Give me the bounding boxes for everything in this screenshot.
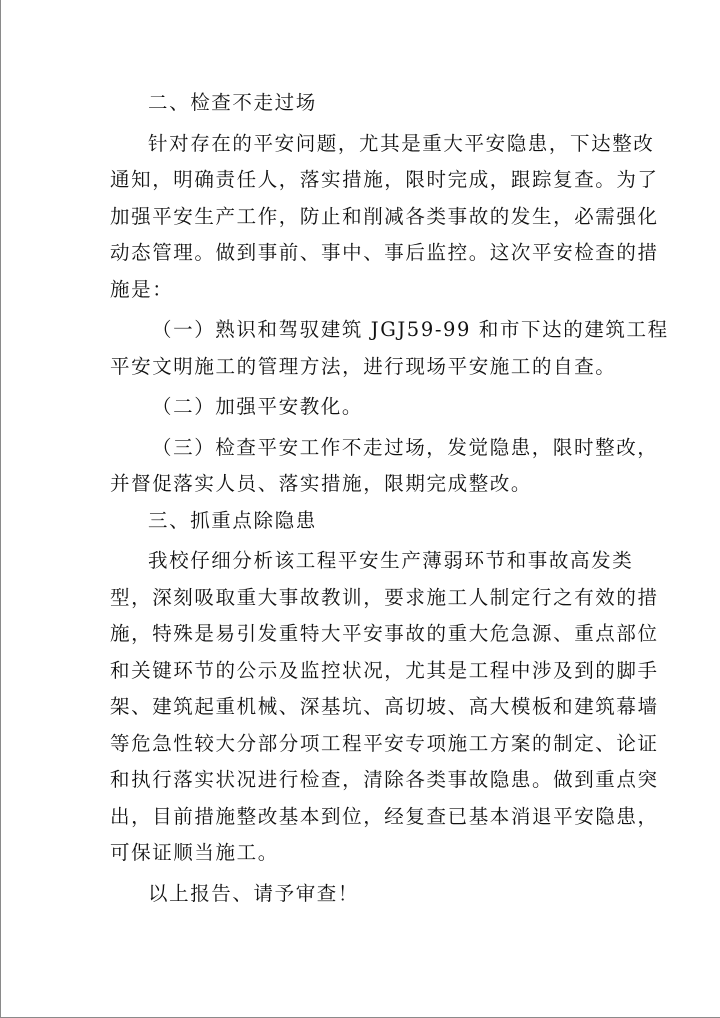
paragraph-line: 施，特殊是易引发重特大平安事故的重大危急源、重点部位 [110,622,659,645]
paragraph-line: 和执行落实状况进行检查，清除各类事故隐患。做到重点突 [110,768,659,791]
list-item-line: （一）熟识和驾驭建筑 JGJ59-99 和市下达的建筑工程 [152,318,669,341]
page-border-left [0,0,1,1018]
paragraph-line: 型，深刻吸取重大事故教训，要求施工人制定行之有效的措 [110,585,659,609]
closing-line: 以上报告、请予审查！ [148,881,360,905]
list-item-line: 并督促落实人员、落实措施，限期完成整改。 [110,472,533,495]
list-item-line: （二）加强平安教化。 [152,395,364,418]
paragraph-line: 加强平安生产工作，防止和削减各类事故的发生，必需强化 [110,204,659,228]
section-heading: 三、抓重点除隐患 [148,508,317,532]
paragraph-line: 可保证顺当施工。 [110,841,279,864]
paragraph-line: 出，目前措施整改基本到位，经复查已基本消退平安隐患， [110,804,659,828]
paragraph-line: 针对存在的平安问题，尤其是重大平安隐患，下达整改 [148,131,655,155]
paragraph-line: 架、建筑起重机械、深基坑、高切坡、高大模板和建筑幕墙 [110,695,659,718]
paragraph-line: 施是： [110,277,174,301]
paragraph-line: 和关键环节的公示及监控状况，尤其是工程中涉及到的脚手 [110,658,659,682]
list-item-line: （三）检查平安工作不走过场，发觉隐患，限时整改， [152,435,659,459]
paragraph-line: 通知，明确责任人，落实措施，限时完成，跟踪复查。为了 [110,168,659,191]
paragraph-line: 等危急性较大分部分项工程平安专项施工方案的制定、论证 [110,731,659,755]
paragraph-line: 动态管理。做到事前、事中、事后监控。这次平安检查的措 [110,241,659,264]
list-item-line: 平安文明施工的管理方法，进行现场平安施工的自查。 [110,354,617,378]
document-body [110,85,669,912]
paragraph-line: 我校仔细分析该工程平安生产薄弱环节和事故高发类 [148,549,634,572]
section-heading: 二、检查不走过场 [148,91,317,114]
